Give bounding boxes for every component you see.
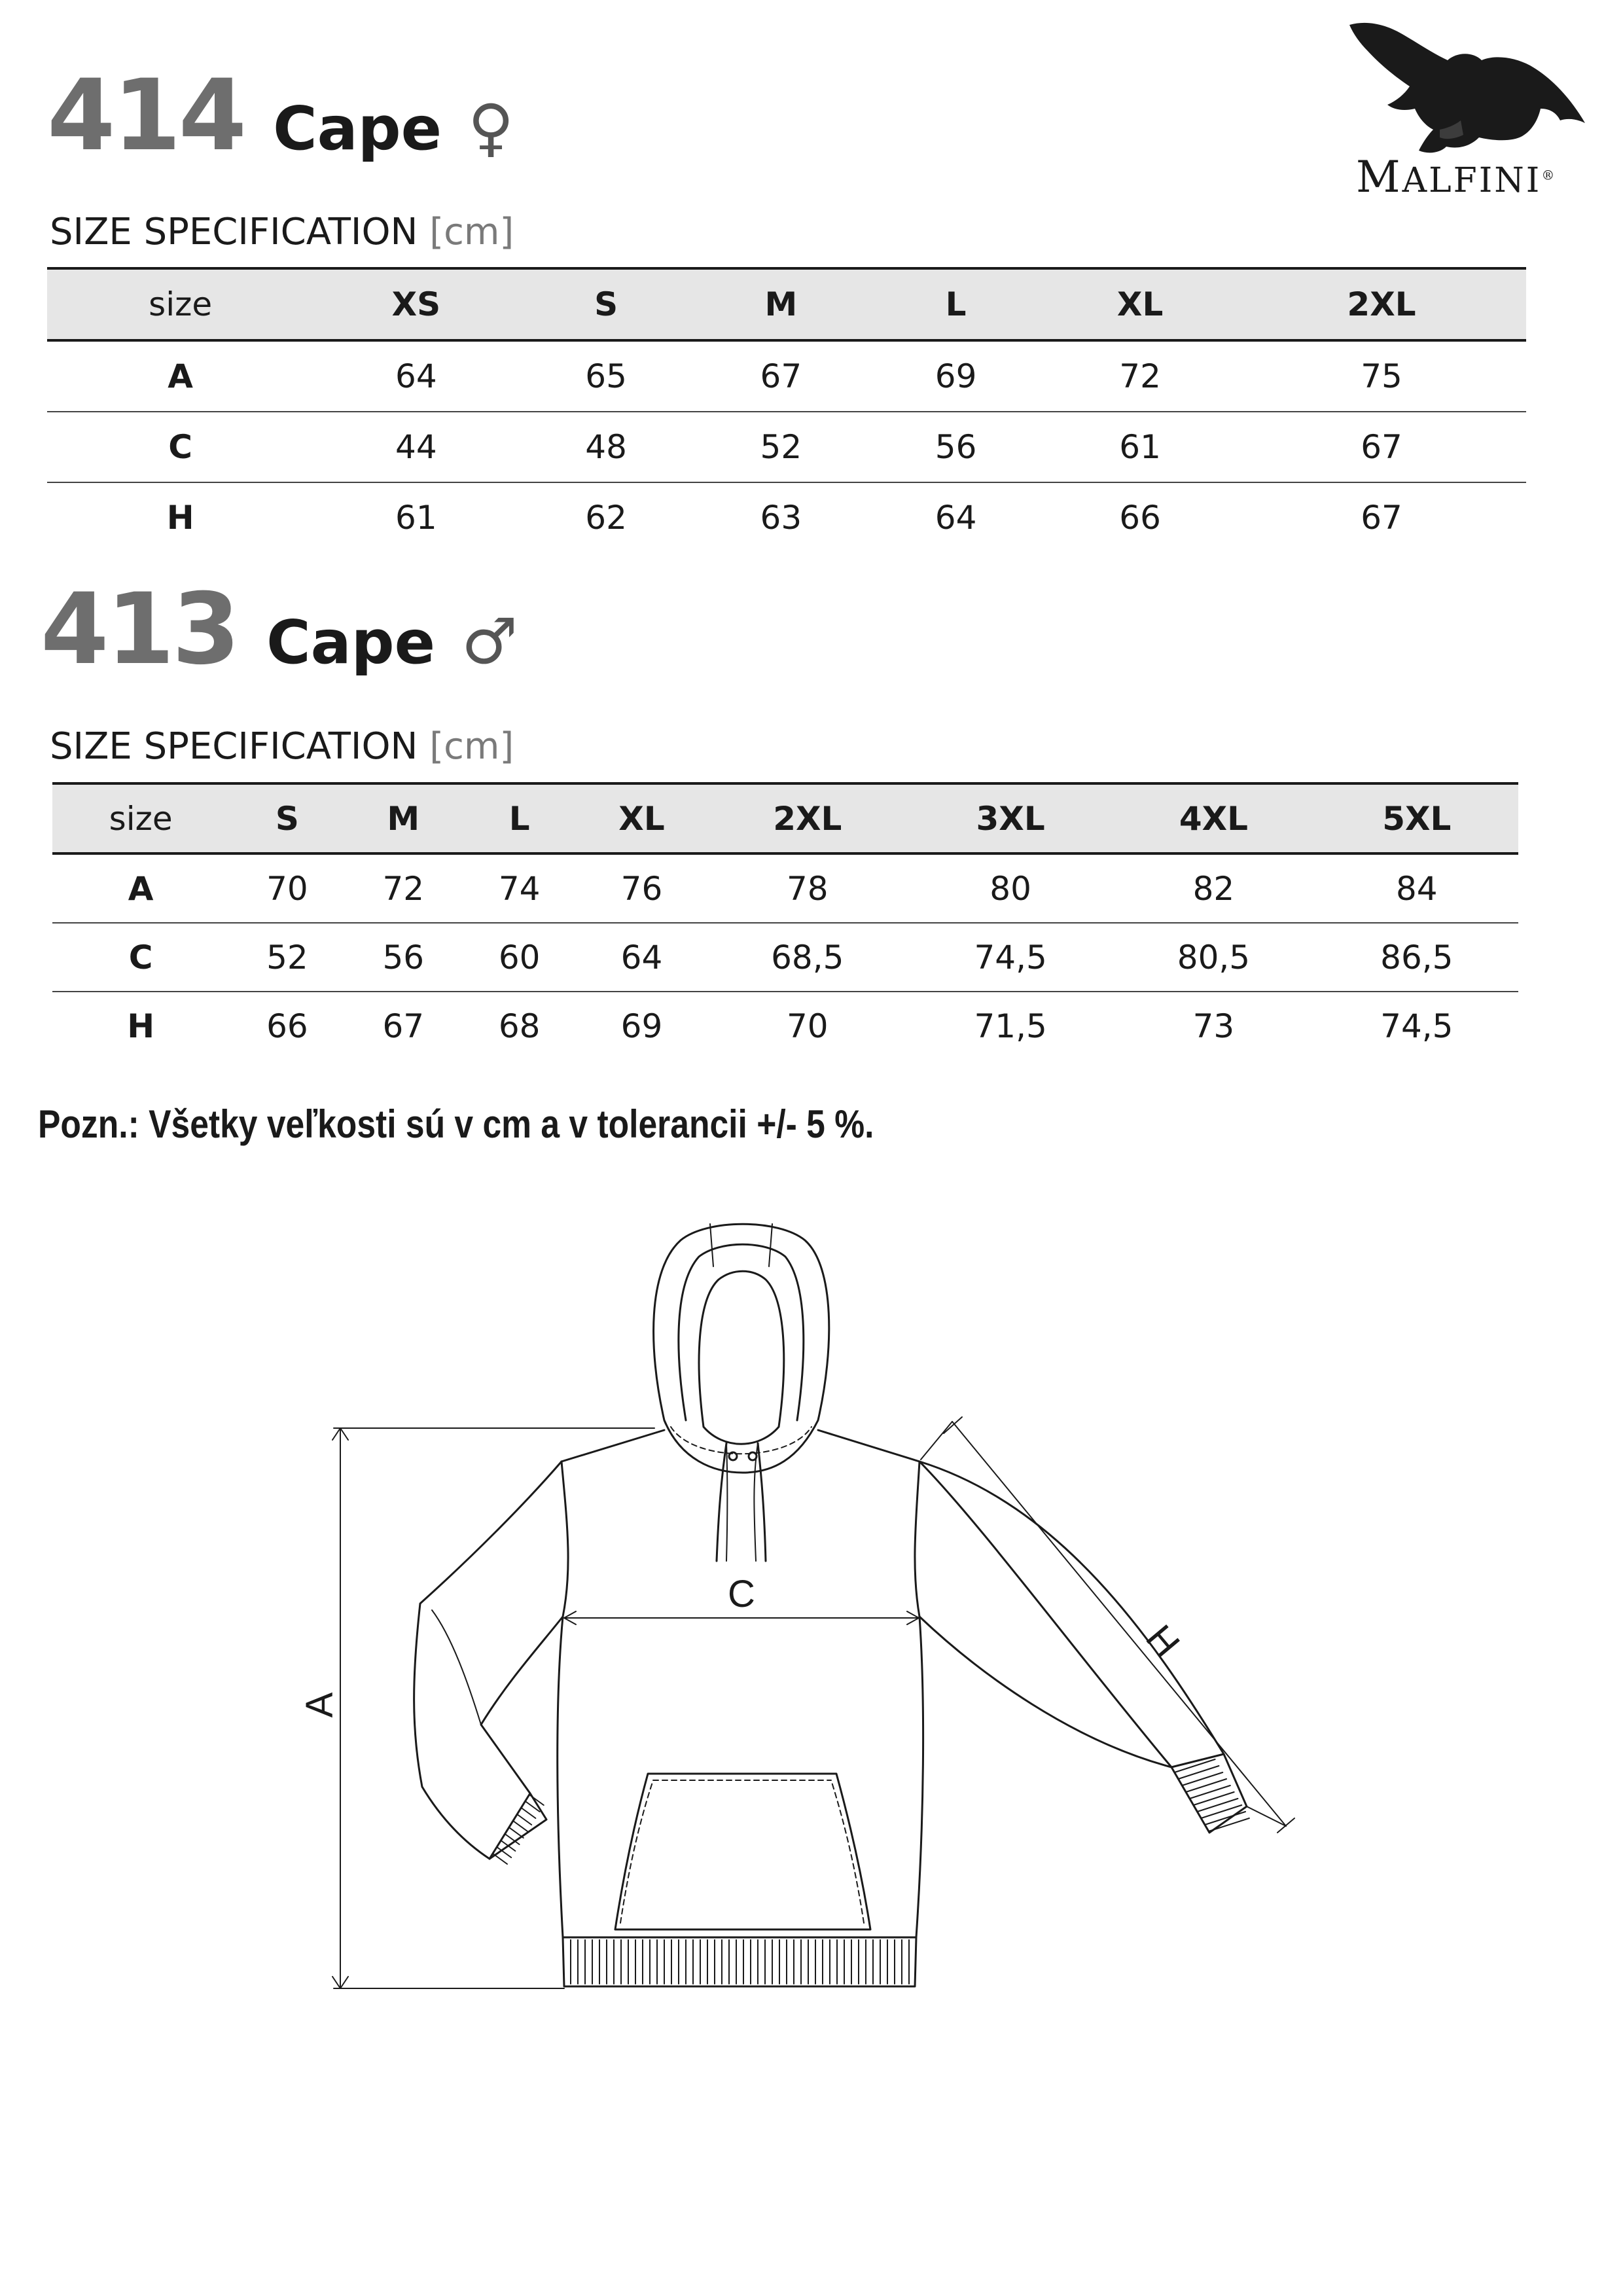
measurement-value: 78 bbox=[706, 853, 909, 923]
dimension-a-label: A bbox=[298, 1692, 341, 1718]
measurement-label: A bbox=[52, 853, 229, 923]
measurement-value: 52 bbox=[229, 923, 345, 992]
measurement-value: 74 bbox=[461, 853, 577, 923]
left-sleeve bbox=[414, 1462, 563, 1859]
waistband-ribbing bbox=[571, 1940, 909, 1984]
men-product-name: Cape bbox=[266, 607, 435, 677]
table-row bbox=[47, 482, 1526, 552]
measurement-value: 67 bbox=[1237, 412, 1526, 482]
women-product-name: Cape bbox=[273, 94, 442, 164]
dimension-h-label: H bbox=[1137, 1617, 1188, 1666]
measurement-value: 75 bbox=[1237, 340, 1526, 412]
dimension-h-line bbox=[952, 1422, 1286, 1826]
measurement-label: A bbox=[47, 340, 313, 412]
measurement-value: 67 bbox=[382, 1007, 425, 1045]
size-header-cell: L bbox=[461, 783, 577, 853]
table-row bbox=[52, 853, 1518, 923]
size-header-cell: 2XL bbox=[1237, 268, 1526, 340]
measurement-label: H bbox=[127, 1007, 155, 1045]
measurement-value: 67 bbox=[1361, 499, 1402, 537]
table-header-row bbox=[47, 268, 1526, 340]
measurement-label: C bbox=[52, 923, 229, 992]
measurement-value: 65 bbox=[518, 340, 693, 412]
size-header-cell: M bbox=[346, 783, 461, 853]
women-spec-title bbox=[50, 211, 514, 253]
table-row bbox=[47, 340, 1526, 412]
size-header-cell: 5XL bbox=[1315, 783, 1518, 853]
right-sleeve bbox=[919, 1462, 1247, 1833]
size-header-cell: L bbox=[868, 268, 1043, 340]
size-header-cell: 3XL bbox=[909, 783, 1112, 853]
measurement-value: 66 bbox=[1119, 499, 1161, 537]
women-spec-unit: [cm] bbox=[429, 211, 514, 253]
table-row bbox=[52, 923, 1518, 992]
measurement-value: 76 bbox=[577, 853, 705, 923]
measurement-value: 56 bbox=[346, 923, 461, 992]
waistband bbox=[563, 1937, 916, 1986]
table-row bbox=[47, 412, 1526, 482]
brand-initial: M bbox=[1356, 152, 1402, 202]
hoodie-icon bbox=[0, 1178, 1623, 2029]
size-header-cell: S bbox=[518, 268, 693, 340]
measurement-value: 80,5 bbox=[1112, 923, 1315, 992]
brand-rest: ALFINI bbox=[1402, 161, 1542, 200]
size-header-cell: XL bbox=[1043, 268, 1237, 340]
size-header-cell: S bbox=[229, 783, 345, 853]
measurement-value: 74,5 bbox=[909, 923, 1112, 992]
body-outline bbox=[558, 1462, 923, 1937]
size-header-cell: 4XL bbox=[1112, 783, 1315, 853]
measurement-value: 63 bbox=[760, 499, 802, 537]
men-product-heading bbox=[41, 573, 518, 687]
measurement-value: 64 bbox=[577, 923, 705, 992]
measurement-value: 73 bbox=[1192, 1007, 1235, 1045]
measurement-value: 64 bbox=[935, 499, 977, 537]
size-header-cell: XS bbox=[313, 268, 518, 340]
men-size-table bbox=[52, 782, 1518, 1060]
measurement-value: 70 bbox=[786, 1007, 829, 1045]
measurement-value: 60 bbox=[461, 923, 577, 992]
measurement-value: 86,5 bbox=[1315, 923, 1518, 992]
measurement-value: 61 bbox=[1043, 412, 1237, 482]
registered-mark: ® bbox=[1541, 167, 1555, 183]
measurement-value: 69 bbox=[620, 1007, 663, 1045]
dimension-c-label: C bbox=[728, 1573, 755, 1615]
measurement-value: 70 bbox=[229, 853, 345, 923]
brand-name bbox=[1356, 152, 1554, 202]
measurement-value: 66 bbox=[266, 1007, 308, 1045]
face-opening bbox=[699, 1271, 784, 1444]
measurement-value: 48 bbox=[518, 412, 693, 482]
women-size-table bbox=[47, 267, 1526, 552]
size-column-header: size bbox=[47, 268, 313, 340]
male-symbol-icon: ♂ bbox=[461, 605, 518, 678]
table-row bbox=[52, 992, 1518, 1060]
drawstring-right bbox=[758, 1443, 766, 1561]
size-header-cell: M bbox=[694, 268, 868, 340]
measurement-value: 56 bbox=[868, 412, 1043, 482]
measurement-value: 67 bbox=[694, 340, 868, 412]
women-product-code: 414 bbox=[47, 59, 245, 173]
men-product-code: 413 bbox=[41, 573, 238, 687]
measurement-value: 52 bbox=[694, 412, 868, 482]
measurement-value: 72 bbox=[346, 853, 461, 923]
measurement-value: 44 bbox=[313, 412, 518, 482]
women-spec-title-text: SIZE SPECIFICATION bbox=[50, 211, 418, 253]
measurement-value: 61 bbox=[395, 499, 437, 537]
measurement-value: 82 bbox=[1112, 853, 1315, 923]
kangaroo-pocket bbox=[615, 1774, 870, 1929]
men-spec-title-text: SIZE SPECIFICATION bbox=[50, 725, 418, 768]
measurement-value: 84 bbox=[1315, 853, 1518, 923]
size-header-cell: 2XL bbox=[706, 783, 909, 853]
measurement-value: 69 bbox=[868, 340, 1043, 412]
measurement-value: 64 bbox=[313, 340, 518, 412]
measurement-value: 68 bbox=[498, 1007, 541, 1045]
measurement-value: 68,5 bbox=[706, 923, 909, 992]
table-header-row bbox=[52, 783, 1518, 853]
men-spec-unit: [cm] bbox=[429, 725, 514, 768]
measurement-label: C bbox=[47, 412, 313, 482]
measurement-value: 71,5 bbox=[974, 1007, 1047, 1045]
measurement-label: H bbox=[166, 499, 194, 537]
measurement-value: 72 bbox=[1043, 340, 1237, 412]
drawstring-left bbox=[717, 1443, 726, 1561]
female-symbol-icon: ♀ bbox=[467, 91, 514, 164]
left-cuff bbox=[490, 1793, 546, 1859]
size-header-cell: XL bbox=[577, 783, 705, 853]
measurement-value: 62 bbox=[585, 499, 627, 537]
women-product-heading bbox=[47, 59, 514, 173]
measurement-value: 74,5 bbox=[1380, 1007, 1454, 1045]
tolerance-note: Pozn.: Všetky veľkosti sú v cm a v tolerancii +/- 5 %. bbox=[38, 1102, 874, 1146]
size-column-header: size bbox=[52, 783, 229, 853]
measurement-value: 80 bbox=[909, 853, 1112, 923]
men-spec-title bbox=[50, 725, 514, 768]
